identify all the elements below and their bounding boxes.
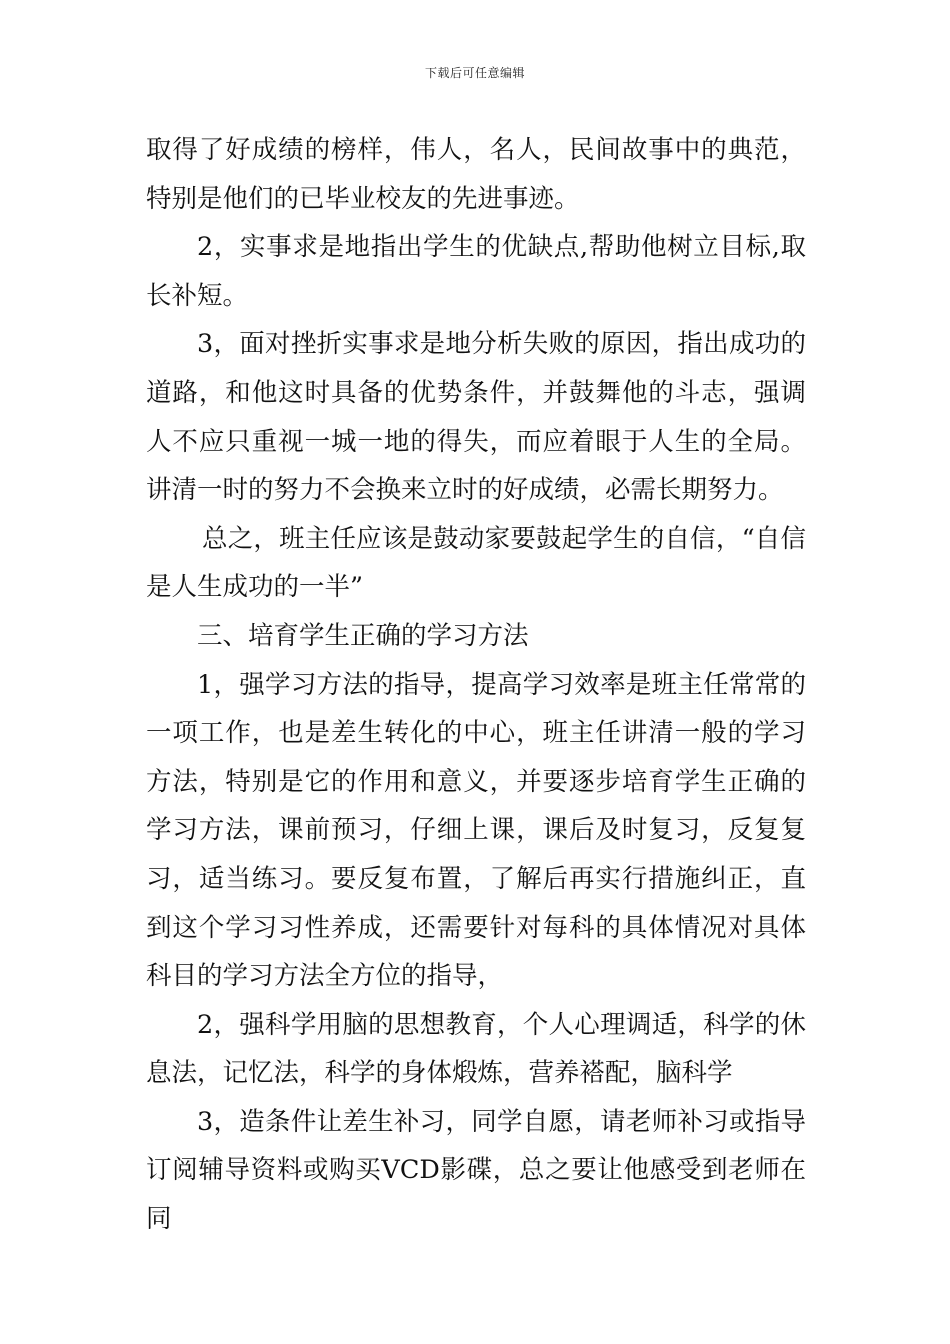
paragraph-method-1-guidance: 1，强学习方法的指导，提高学习效率是班主任常常的一项工作，也是差生转化的中心，班主任讲清一般的学习方法，特别是它的作用和意义，并要逐步培育学生正确的学习方法，课前预习，仔细上课，课后及时复习，反复复习，适当练习。要反复布置，了解后再实行措施纠正，直到这个学习习性养成，还需要针对每科的具体情况对具体科目的学习方法全方位的指导， <box>146 669 806 992</box>
paragraph-method-3-tutoring: 3，造条件让差生补习，同学自愿，请老师补习或指导订阅辅导资料或购买VCD影碟，总之要让他感受到老师在同 <box>146 1106 806 1235</box>
paragraph-role-models: 取得了好成绩的榜样，伟人，名人，民间故事中的典范，特别是他们的已毕业校友的先进事迹。 <box>146 135 806 214</box>
page-header: 下载后可任意编辑 <box>424 66 525 80</box>
paragraph-point-2-strengths: 2，实事求是地指出学生的优缺点,帮助他树立目标,取长补短。 <box>146 232 806 311</box>
paragraph-method-2-brain: 2，强科学用脑的思想教育，个人心理调适，科学的休息法，记忆法，科学的身体煅炼，营养褡配，脑科学 <box>146 1009 806 1089</box>
paragraph-point-3-setbacks: 3，面对挫折实事求是地分析失败的原因，指出成功的道路，和他这时具备的优势条件，并鼓舞他的斗志，强调人不应只重视一城一地的得失，而应着眼于人生的全局。讲清一时的努力不会换来立时的好成绩，必需长期努力。 <box>146 329 806 506</box>
paragraph-summary-confidence: 总之，班主任应该是鼓动家要鼓起学生的自信，“自信是人生成功的一半” <box>146 523 806 603</box>
document-body <box>146 126 806 1244</box>
section-heading-study-methods: 三、培育学生正确的学习方法 <box>197 620 529 651</box>
